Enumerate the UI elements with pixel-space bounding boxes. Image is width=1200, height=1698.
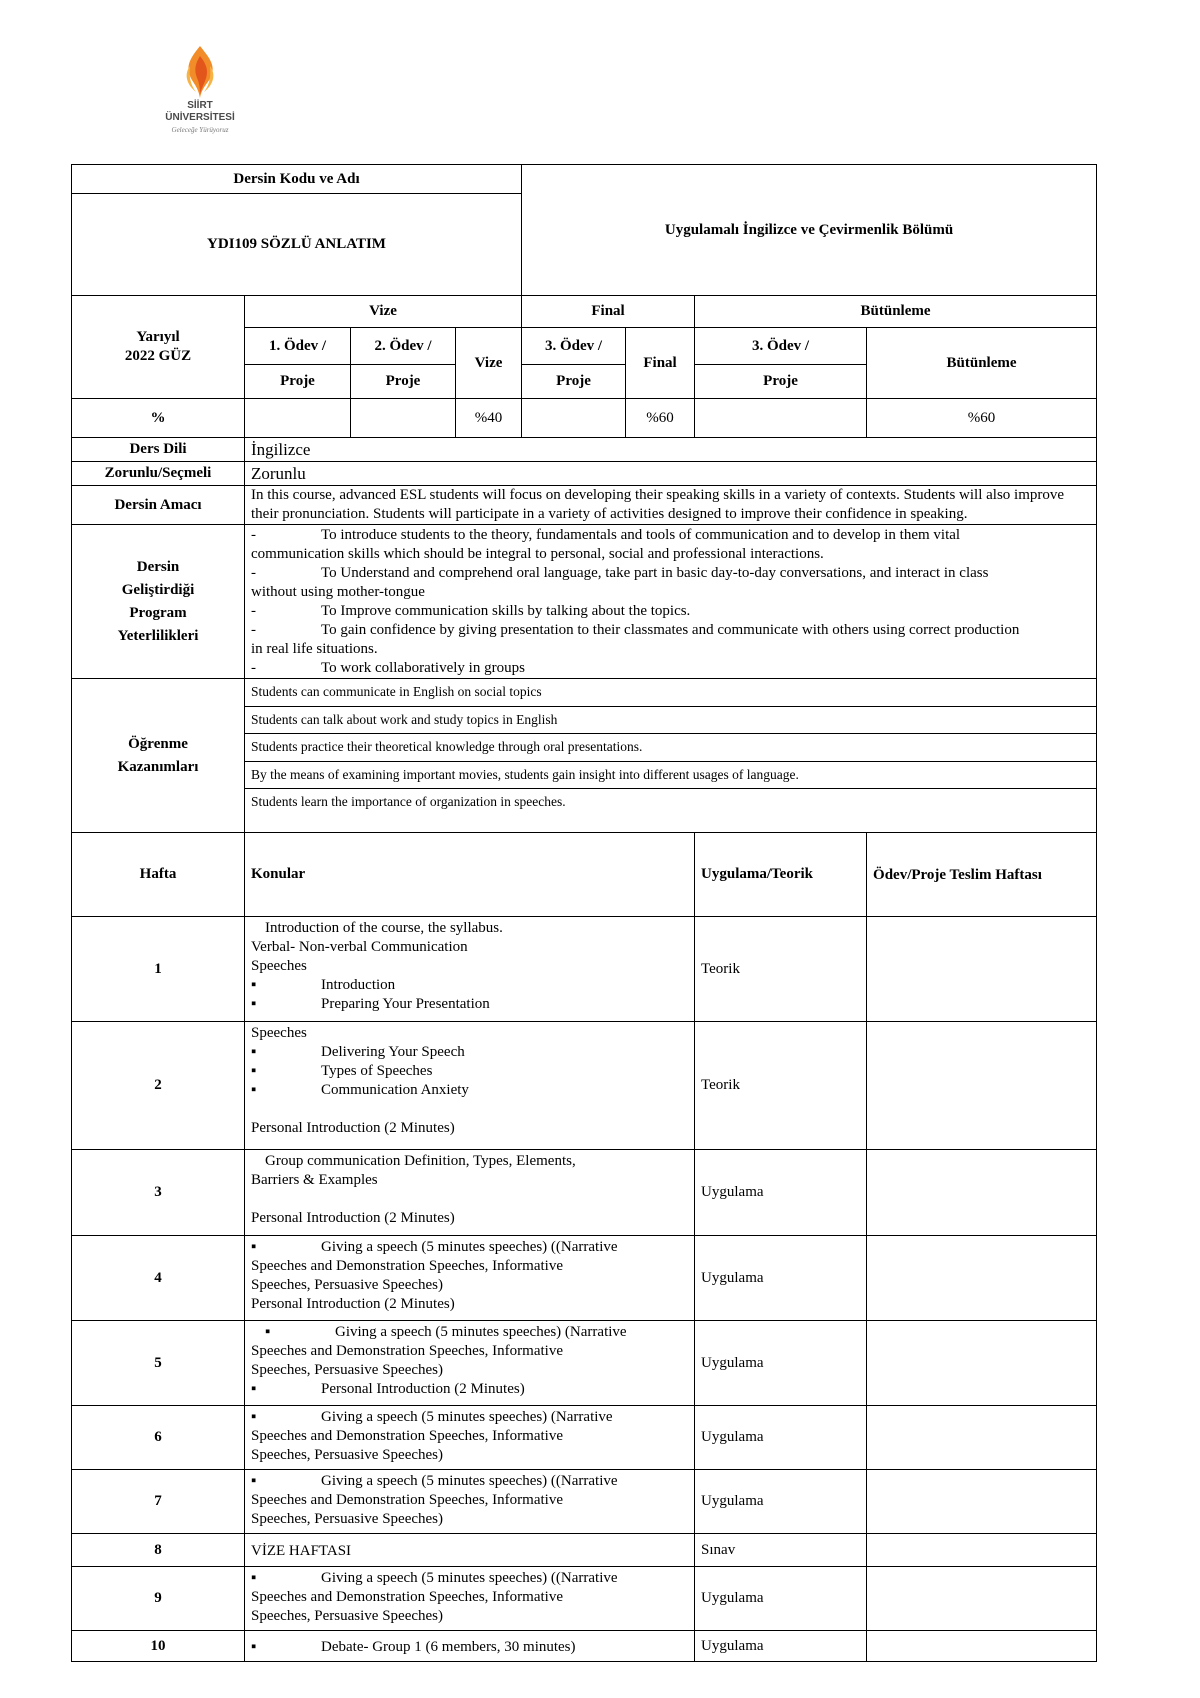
- course-name: YDI109 SÖZLÜ ANLATIM: [72, 194, 522, 296]
- week-type: Sınav: [695, 1534, 867, 1567]
- final-col-label: Final: [626, 328, 695, 399]
- department-name: Uygulamalı İngilizce ve Çevirmenlik Bölümü: [522, 165, 1097, 296]
- week-number: 8: [72, 1534, 245, 1567]
- week-topics: Group communication Definition, Types, Elements, Barriers & Examples Personal Introduction (2 Minutes): [245, 1150, 695, 1236]
- outcome-item: Students practice their theoretical knowledge through oral presentations.: [245, 734, 1096, 762]
- table-row: [72, 1321, 1097, 1406]
- language-label: Ders Dili: [72, 438, 245, 462]
- week-type: Uygulama: [695, 1470, 867, 1534]
- proje-label-3: Proje: [522, 365, 626, 399]
- week-delivery: [867, 1631, 1097, 1662]
- university-name: SİİRT ÜNİVERSİTESİ: [165, 100, 235, 123]
- week-type: Uygulama: [695, 1406, 867, 1470]
- competency-item: - To gain confidence by giving presentation to their classmates and communicate with others using correct production in real life situations.: [251, 622, 1020, 657]
- but-col-label: Bütünleme: [867, 328, 1097, 399]
- type-label: Zorunlu/Seçmeli: [72, 462, 245, 486]
- week-delivery: [867, 917, 1097, 1022]
- term-cell: Yarıyıl 2022 GÜZ: [72, 296, 245, 399]
- competency-item: - To Improve communication skills by talking about the topics.: [251, 603, 691, 619]
- odev1-pct: [245, 399, 351, 438]
- percent-label: %: [72, 399, 245, 438]
- odev1-label: 1. Ödev /: [245, 328, 351, 365]
- week-delivery: [867, 1534, 1097, 1567]
- table-row: [72, 1150, 1097, 1236]
- week-type: Uygulama: [695, 1321, 867, 1406]
- vize-col-label: Vize: [456, 328, 522, 399]
- course-code-label: Dersin Kodu ve Adı: [72, 165, 522, 194]
- language-value: İngilizce: [245, 438, 1097, 462]
- aim-label: Dersin Amacı: [72, 486, 245, 525]
- university-logo: [160, 44, 240, 144]
- table-row: [72, 1470, 1097, 1534]
- table-row: [72, 917, 1097, 1022]
- vize-header: Vize: [245, 296, 522, 328]
- final-header: Final: [522, 296, 695, 328]
- week-number: 9: [72, 1567, 245, 1631]
- week-topics: Speeches ▪ Delivering Your Speech ▪ Types of Speeches ▪ Communication Anxiety Personal Introduction (2 Minutes): [245, 1022, 695, 1150]
- outcomes-label: Öğrenme Kazanımları: [72, 679, 245, 833]
- week-number: 2: [72, 1022, 245, 1150]
- competency-item: - To Understand and comprehend oral language, take part in basic day-to-day conversations, and interact in class without using mother-tongue: [251, 565, 989, 600]
- week-delivery: [867, 1236, 1097, 1321]
- week-delivery: [867, 1150, 1097, 1236]
- odev2-pct: [351, 399, 456, 438]
- week-topics: Introduction of the course, the syllabus. Verbal- Non-verbal Communication Speeches ▪ Introduction ▪ Preparing Your Presentation: [245, 917, 695, 1022]
- week-topics: VİZE HAFTASI: [245, 1534, 695, 1567]
- competency-item: - To introduce students to the theory, fundamentals and tools of communication and to develop in them vital communication skills which should be integral to personal, social and professional interactions.: [251, 527, 961, 562]
- week-topics: ▪ Giving a speech (5 minutes speeches) ((Narrative Speeches and Demonstration Speeches, Informative Speeches, Persuasive Speeches): [245, 1470, 695, 1534]
- delivery-header: Ödev/Proje Teslim Haftası: [867, 833, 1097, 917]
- week-number: 5: [72, 1321, 245, 1406]
- week-type: Uygulama: [695, 1150, 867, 1236]
- odev3-final-pct: [522, 399, 626, 438]
- competency-item: - To work collaboratively in groups: [251, 660, 525, 676]
- week-number: 4: [72, 1236, 245, 1321]
- outcome-item: Students can communicate in English on social topics: [245, 679, 1096, 707]
- course-syllabus-table: [71, 164, 1097, 1662]
- type-value: Zorunlu: [245, 462, 1097, 486]
- butunleme-header: Bütünleme: [695, 296, 1097, 328]
- odev3-but-label: 3. Ödev /: [695, 328, 867, 365]
- week-type: Teorik: [695, 917, 867, 1022]
- week-number: 6: [72, 1406, 245, 1470]
- table-row: [72, 1534, 1097, 1567]
- week-delivery: [867, 1022, 1097, 1150]
- week-type: Uygulama: [695, 1631, 867, 1662]
- week-topics: ▪ Giving a speech (5 minutes speeches) ((Narrative Speeches and Demonstration Speeches, Informative Speeches, Persuasive Speeches): [245, 1567, 695, 1631]
- competencies-label: Dersin Geliştirdiği Program Yeterlilikleri: [72, 525, 245, 679]
- week-type: Uygulama: [695, 1567, 867, 1631]
- proje-label-1: Proje: [245, 365, 351, 399]
- week-number: 3: [72, 1150, 245, 1236]
- week-type: Uygulama: [695, 1236, 867, 1321]
- week-delivery: [867, 1470, 1097, 1534]
- odev3-final-label: 3. Ödev /: [522, 328, 626, 365]
- table-row: [72, 1406, 1097, 1470]
- table-row: [72, 1022, 1097, 1150]
- flame-icon: [160, 44, 240, 100]
- week-number: 1: [72, 917, 245, 1022]
- week-topics: ▪ Giving a speech (5 minutes speeches) ((Narrative Speeches and Demonstration Speeches, Informative Speeches, Persuasive Speeches) Personal Introduction (2 Minutes): [245, 1236, 695, 1321]
- aim-text: In this course, advanced ESL students will focus on developing their speaking skills in a variety of contexts. Students will also improve their pronunciation. Students will participate in a variety of activities designed to improve their confidence in speaking.: [245, 486, 1097, 525]
- vize-pct: %40: [456, 399, 522, 438]
- week-topics: ▪ Giving a speech (5 minutes speeches) (Narrative Speeches and Demonstration Speeches, Informative Speeches, Persuasive Speeches): [245, 1406, 695, 1470]
- odev2-label: 2. Ödev /: [351, 328, 456, 365]
- week-number: 10: [72, 1631, 245, 1662]
- proje-label-2: Proje: [351, 365, 456, 399]
- outcome-item: By the means of examining important movies, students gain insight into different usages of language.: [245, 762, 1096, 790]
- week-topics: ▪ Debate- Group 1 (6 members, 30 minutes): [245, 1631, 695, 1662]
- outcome-item: Students learn the importance of organization in speeches.: [251, 794, 566, 809]
- university-motto: Geleceğe Yürüyoruz: [171, 126, 229, 134]
- table-row: [72, 1567, 1097, 1631]
- week-header: Hafta: [72, 833, 245, 917]
- topics-header: Konular: [245, 833, 695, 917]
- week-delivery: [867, 1567, 1097, 1631]
- type-header: Uygulama/Teorik: [695, 833, 867, 917]
- week-delivery: [867, 1321, 1097, 1406]
- but-pct: %60: [867, 399, 1097, 438]
- week-topics: ▪ Giving a speech (5 minutes speeches) (Narrative Speeches and Demonstration Speeches, Informative Speeches, Persuasive Speeches) ▪ Personal Introduction (2 Minutes): [245, 1321, 695, 1406]
- odev3-but-pct: [695, 399, 867, 438]
- proje-label-4: Proje: [695, 365, 867, 399]
- table-row: [72, 1631, 1097, 1662]
- week-number: 7: [72, 1470, 245, 1534]
- outcome-item: Students can talk about work and study topics in English: [245, 707, 1096, 735]
- outcomes-list: [245, 679, 1097, 833]
- week-delivery: [867, 1406, 1097, 1470]
- week-type: Teorik: [695, 1022, 867, 1150]
- competencies-list: [245, 525, 1097, 679]
- table-row: [72, 1236, 1097, 1321]
- final-pct: %60: [626, 399, 695, 438]
